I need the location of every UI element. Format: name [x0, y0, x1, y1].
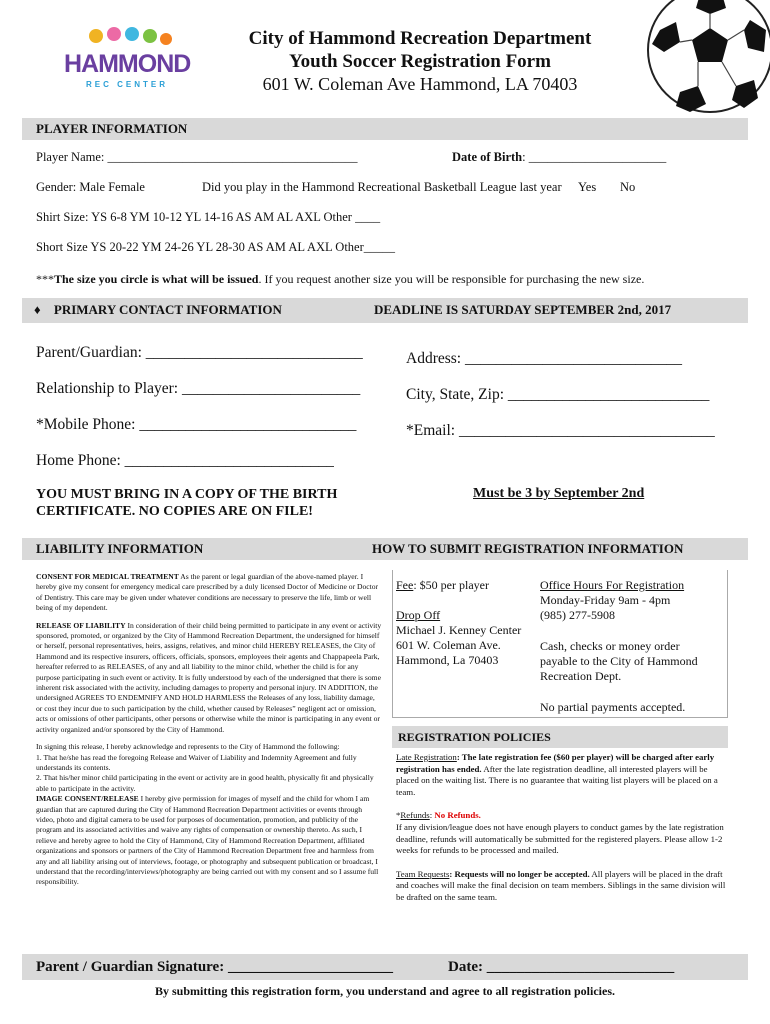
medical-consent-title: CONSENT FOR MEDICAL TREATMENT [36, 572, 179, 581]
diamond-bullet-icon: ♦ [34, 302, 41, 317]
registration-policies-text [396, 752, 726, 904]
size-note [36, 272, 644, 287]
relationship-field[interactable]: Relationship to Player: _______________________ [36, 380, 361, 397]
dob-line: : ______________________ [522, 150, 667, 164]
release-title: RELEASE OF LIABILITY [36, 620, 126, 630]
release-of-liability [36, 621, 382, 735]
acknowledgement-item-1: 1. That he/she has read the foregoing Release and Waiver of Liability and Indemnity Agreement and fully understands its contents. [36, 752, 357, 772]
registration-policies-header [392, 726, 728, 748]
office-hours-days: Monday-Friday 9am - 4pm [540, 593, 671, 607]
basketball-no-option[interactable]: No [620, 180, 636, 194]
size-note-bold: The size you circle is what will be issued [54, 272, 259, 286]
gender-field[interactable]: Gender: Male Female [36, 180, 145, 194]
office-phone: (985) 277-5908 [540, 608, 615, 622]
liability-header-band [22, 538, 748, 560]
contact-info-heading: PRIMARY CONTACT INFORMATION [53, 302, 282, 317]
email-field[interactable]: *Email: _________________________________ [406, 422, 715, 439]
city-state-zip-field[interactable]: City, State, Zip: __________________________ [406, 386, 710, 403]
refund-label: Refunds [400, 810, 430, 821]
payment-methods: Cash, checks or money order payable to the City of Hammond Recreation Dept. [540, 639, 698, 683]
birth-certificate-notice [36, 486, 337, 520]
form-subtitle: Youth Soccer Registration Form [289, 51, 551, 72]
refund-prefix: * [396, 810, 401, 821]
acknowledgement-item-2: 2. That his/her minor child participating in the event or activity are in good health, physically fit and physically able to participate in the activity. [36, 773, 374, 793]
form-address: 601 W. Coleman Ave Hammond, LA 70403 [262, 74, 578, 94]
image-consent-body: I hereby give permission for images of myself and the child for whom I am guardian that are captured during the City of Hammond Recreation Department activities or events through video, photo and digital camera to be used for purposes of documentation, promotion, and publicity of the program and its associated activities and waive any rights of compensation or ownership thereto. As such, I relieve and hereby agree to hold the City of Hammond, City of Hammond Recreation Department, affiliated organizations and sponsors or partners of the City of Hammond Recreation Department free and harmless from any and all liability arising out of interviews, footage, or photography and subsequent publication or broadcast, I understand that the recording/interviews/photography are being carried out with my consent and so I assume full responsibility. [36, 794, 379, 887]
mobile-phone-field[interactable]: *Mobile Phone: ____________________________ [36, 416, 357, 433]
late-registration-policy [396, 752, 726, 798]
player-info-heading: PLAYER INFORMATION [36, 121, 188, 136]
birth-cert-line1: YOU MUST BRING IN A COPY OF THE BIRTH [36, 487, 338, 502]
birth-cert-line2: CERTIFICATE. NO COPIES ARE ON FILE! [36, 504, 313, 519]
release-body: In consideration of their child being permitted to participate in any event or activity sponsored, promoted, or organized by the City of Hammond Recreation Department, the undersigned for himself or herself, personal representatives, heirs, assigns, relatives, and minor child HEREBY RELEASES, the City of Hammond and its respective insurers, officers, officials, sponsors, employees their agents and Chappapeela Park, hereafter referred to as RELEASES, of any and all liability to the minor child, whether the child is for any purpose participating in such event or activity. It is fully understood by each of the undersigned that there is some inherent risk associated with the activity, including damages to property and personal injury. IN ADDITION, the undersigned AGREES TO ENDEMNIFY AND HOLD HARMLESS the Releases of any loss, liability damage, or cost they incur due to such participation by the child, whether caused by Releases” negligent act or omission, acts or omissions of other participants, other persons or otherwise while the minor is participating in any event or activity organized and/or sponsored by the City of Hammond. [36, 620, 382, 734]
logo-subtitle: REC CENTER [85, 80, 168, 89]
refund-policy [396, 810, 726, 856]
basketball-question: Did you play in the Hammond Recreational Basketball League last year [202, 180, 562, 194]
liability-text [36, 572, 382, 888]
drop-off-line3: Hammond, La 70403 [396, 653, 499, 667]
late-registration-bold: : The late registration fee ($60 per player) will be charged after early registration has ended. [396, 752, 715, 774]
soccer-ball-icon [640, 0, 770, 115]
how-to-submit-heading: HOW TO SUBMIT REGISTRATION INFORMATION [372, 541, 684, 556]
form-title: City of Hammond Recreation Department [248, 28, 592, 49]
refund-colon: : [429, 810, 435, 821]
signature-field[interactable]: Parent / Guardian Signature: ______________________ [36, 959, 393, 975]
contact-info-header [22, 298, 748, 323]
parent-guardian-field[interactable]: Parent/Guardian: ____________________________ [36, 344, 363, 361]
date-field[interactable]: Date: _________________________ [448, 959, 675, 975]
shirt-size-field[interactable]: Shirt Size: YS 6-8 YM 10-12 YL 14-16 AS AM AL AXL Other ____ [36, 210, 381, 224]
medical-consent [36, 572, 382, 614]
refund-body: If any division/league does not have enough players to conduct games by the late registration deadline, refunds will automatically be submitted for the registered players. Please allow 1-2 weeks for refunds to be processed and mailed. [396, 821, 724, 856]
address-field[interactable]: Address: ____________________________ [406, 350, 682, 367]
liability-heading: LIABILITY INFORMATION [36, 541, 204, 556]
image-consent-title: IMAGE CONSENT/RELEASE [36, 794, 139, 804]
player-info-header [22, 118, 748, 140]
dob-label: Date of Birth [452, 150, 523, 164]
medical-consent-body: As the parent or legal guardian of the above-named player. I hereby give my consent for emergency medical care prescribed by a duly licensed Doctor of Medicine or Doctor of Dentistry. This care may be given under whatever conditions are necessary to preserve the life, limb or well being of my dependent. [36, 572, 379, 613]
logo-wordmark: HAMMOND [64, 50, 191, 78]
hammond-rec-logo [62, 24, 192, 96]
no-partial-payments: No partial payments accepted. [540, 700, 686, 714]
drop-off-line2: 601 W. Coleman Ave. [396, 638, 501, 652]
player-name-field[interactable]: Player Name: ________________________________________ [36, 150, 358, 164]
team-request-policy [396, 869, 726, 904]
drop-off-label: Drop Off [396, 608, 441, 622]
drop-off-line1: Michael J. Kenney Center [396, 623, 522, 637]
late-registration-label: Late Registration [396, 752, 457, 762]
deadline-notice: DEADLINE IS SATURDAY SEPTEMBER 2nd, 2017 [374, 302, 672, 317]
size-note-prefix: *** [36, 272, 54, 286]
image-consent [36, 794, 382, 888]
signature-band [22, 954, 748, 980]
registration-policies-heading: REGISTRATION POLICIES [398, 730, 551, 744]
late-registration-body: After the late registration deadline, all interested players will be placed on the waiting list. There is no guarantee that waiting list players will be placed on a team. [396, 763, 718, 797]
team-requests-body: All players will be placed in the draft and coaches will make the final decision on team members. Siblings in the same division will be drafted on the same team. [396, 868, 726, 902]
fee-label: Fee [396, 578, 414, 592]
no-refunds-notice: No Refunds. [434, 810, 481, 821]
size-note-rest: . If you request another size you will be responsible for purchasing the new size. [258, 272, 645, 286]
basketball-yes-option[interactable]: Yes [578, 180, 597, 194]
agreement-statement: By submitting this registration form, you understand and agree to all registration policies. [154, 984, 615, 998]
short-size-field[interactable]: Short Size YS 20-22 YM 24-26 YL 28-30 AS AM AL AXL Other_____ [36, 240, 396, 254]
drop-off-info [396, 608, 536, 668]
team-requests-label: Team Requests [396, 868, 450, 879]
acknowledgement-intro: In signing this release, I hereby acknowledge and represents to the City of Hammond the following: [36, 742, 340, 752]
team-requests-bold: : Requests will no longer be accepted. [449, 868, 590, 879]
age-requirement: Must be 3 by September 2nd [473, 486, 645, 501]
office-hours-label: Office Hours For Registration [540, 578, 685, 592]
home-phone-field[interactable]: Home Phone: ___________________________ [36, 452, 334, 469]
fee-value: : $50 per player [413, 578, 489, 592]
fee-info [396, 578, 489, 593]
dob-field[interactable] [452, 150, 666, 165]
office-hours-info [540, 578, 720, 715]
